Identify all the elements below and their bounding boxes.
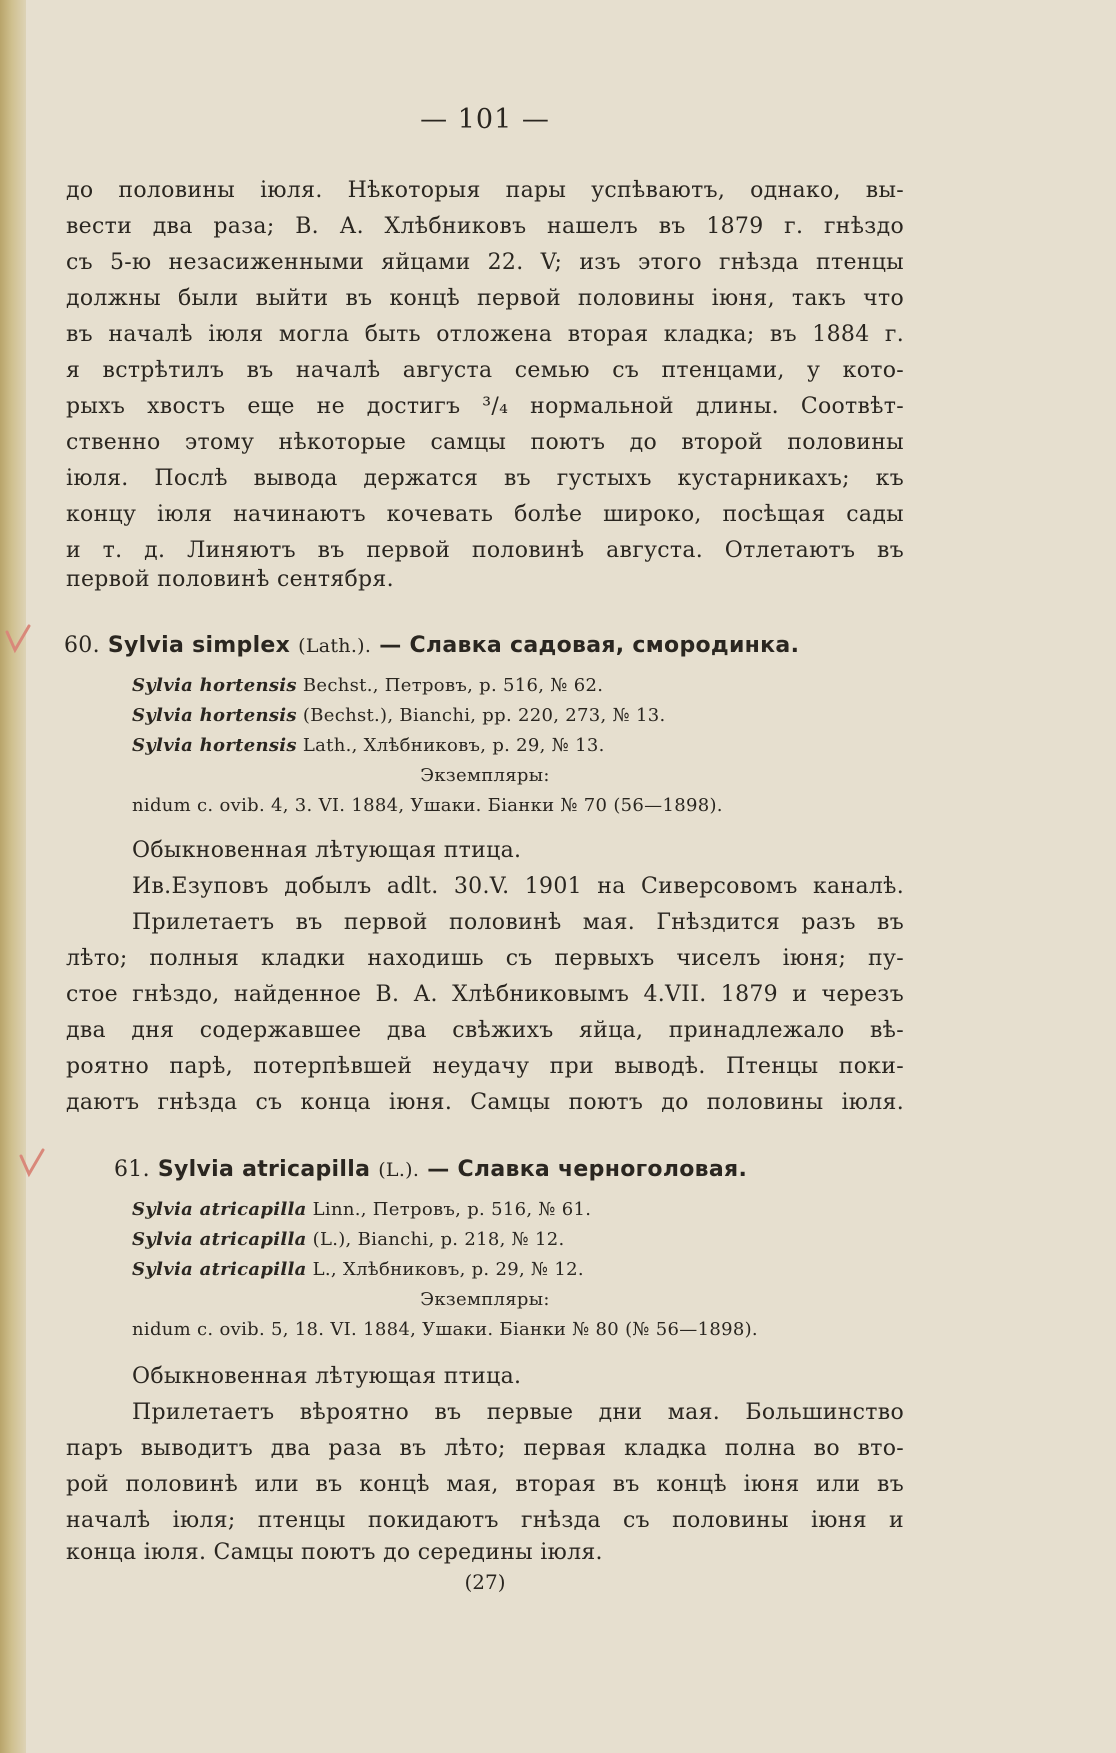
reference-source: (L.), Bianchi, p. 218, № 12. bbox=[312, 1229, 565, 1250]
species-russian: — Славка черноголовая. bbox=[427, 1157, 748, 1182]
reference-line bbox=[132, 1195, 970, 1225]
text-line: іюля. Послѣ вывода держатся въ густыхъ кустарникахъ; къ bbox=[66, 466, 904, 491]
text-line: въ началѣ іюля могла быть отложена вторая кладка; въ 1884 г. bbox=[66, 322, 904, 347]
checkmark-icon-60 bbox=[4, 622, 32, 654]
text-line: началѣ іюля; птенцы покидаютъ гнѣзда съ половины іюня и bbox=[66, 1508, 904, 1533]
species-russian: — Славка садовая, смородинка. bbox=[379, 633, 800, 658]
reference-name: Sylvia hortensis bbox=[132, 735, 297, 756]
text-line: конца іюля. Самцы поютъ до середины іюля. bbox=[66, 1540, 603, 1565]
page-number: — 101 — bbox=[420, 104, 550, 135]
reference-source: L., Хлѣбниковъ, p. 29, № 12. bbox=[312, 1259, 584, 1280]
reference-line bbox=[132, 671, 970, 701]
text-line: ственно этому нѣкоторые самцы поютъ до второй половины bbox=[66, 430, 904, 455]
reference-line bbox=[132, 1225, 970, 1255]
signature-number: (27) bbox=[464, 1570, 506, 1594]
reference-source: (Bechst.), Bianchi, pp. 220, 273, № 13. bbox=[302, 705, 666, 726]
text-line: Обыкновенная лѣтующая птица. bbox=[132, 1364, 522, 1389]
species-latin: Sylvia simplex bbox=[107, 633, 291, 658]
text-line: вести два раза; В. А. Хлѣбниковъ нашелъ въ 1879 г. гнѣздо bbox=[66, 214, 904, 239]
specimen-line: nidum c. ovib. 4, 3. VI. 1884, Ушаки. Бiанки № 70 (56—1898). bbox=[132, 795, 723, 816]
text-line: я встрѣтилъ въ началѣ августа семью съ птенцами, у кото- bbox=[66, 358, 904, 383]
specimen-line: nidum c. ovib. 5, 18. VI. 1884, Ушаки. Бiанки № 80 (№ 56—1898). bbox=[132, 1319, 758, 1340]
text-line: должны были выйти въ концѣ первой половины іюня, такъ что bbox=[66, 286, 904, 311]
species-author: (L.). bbox=[378, 1159, 420, 1181]
text-line: Ив.Езуповъ добылъ adlt. 30.V. 1901 на Сиверсовомъ каналѣ. bbox=[132, 874, 904, 899]
text-line: роятно парѣ, потерпѣвшей неудачу при выводѣ. Птенцы поки- bbox=[66, 1054, 904, 1079]
text-line: лѣто; полныя кладки находишь съ первыхъ чиселъ іюня; пу- bbox=[66, 946, 904, 971]
species-latin: Sylvia atricapilla bbox=[157, 1157, 371, 1182]
reference-line bbox=[132, 701, 970, 731]
text-line: первой половинѣ сентября. bbox=[66, 567, 394, 592]
reference-name: Sylvia hortensis bbox=[132, 705, 297, 726]
reference-source: Lath., Хлѣбниковъ, p. 29, № 13. bbox=[302, 735, 605, 756]
species-author: (Lath.). bbox=[298, 635, 372, 657]
text-line: паръ выводитъ два раза въ лѣто; первая кладка полна во вто- bbox=[66, 1436, 904, 1461]
species-number: 60. bbox=[64, 633, 100, 658]
reference-name: Sylvia atricapilla bbox=[132, 1229, 307, 1250]
species-heading-60 bbox=[64, 631, 902, 661]
text-line: два дня содержавшее два свѣжихъ яйца, принадлежало вѣ- bbox=[66, 1018, 904, 1043]
reference-line bbox=[132, 1255, 970, 1285]
text-line: стое гнѣздо, найденное В. А. Хлѣбниковымъ 4.VII. 1879 и черезъ bbox=[66, 982, 904, 1007]
text-line: съ 5-ю незасиженными яйцами 22. V; изъ этого гнѣзда птенцы bbox=[66, 250, 904, 275]
species-number: 61. bbox=[114, 1157, 150, 1182]
text-line: концу іюля начинаютъ кочевать болѣе широко, посѣщая сады bbox=[66, 502, 904, 527]
reference-name: Sylvia atricapilla bbox=[132, 1199, 307, 1220]
reference-source: Linn., Петровъ, p. 516, № 61. bbox=[312, 1199, 592, 1220]
text-line: рыхъ хвостъ еще не достигъ ³/₄ нормальной длины. Соотвѣт- bbox=[66, 394, 904, 419]
reference-name: Sylvia atricapilla bbox=[132, 1259, 307, 1280]
specimens-label: Экземпляры: bbox=[420, 765, 550, 786]
text-line: Обыкновенная лѣтующая птица. bbox=[132, 838, 522, 863]
text-line: Прилетаетъ вѣроятно въ первые дни мая. Большинство bbox=[132, 1400, 904, 1425]
text-line: до половины іюля. Нѣкоторыя пары успѣваютъ, однако, вы- bbox=[66, 178, 904, 203]
species-heading-61 bbox=[114, 1155, 952, 1185]
book-spine-shadow bbox=[0, 0, 26, 1753]
text-line: рой половинѣ или въ концѣ мая, вторая въ концѣ іюня или въ bbox=[66, 1472, 904, 1497]
text-line: даютъ гнѣзда съ конца іюня. Самцы поютъ до половины іюля. bbox=[66, 1090, 904, 1115]
text-line: и т. д. Линяютъ въ первой половинѣ августа. Отлетаютъ въ bbox=[66, 538, 904, 563]
reference-line bbox=[132, 731, 970, 761]
reference-name: Sylvia hortensis bbox=[132, 675, 297, 696]
reference-source: Bechst., Петровъ, p. 516, № 62. bbox=[302, 675, 604, 696]
page bbox=[66, 0, 904, 1753]
checkmark-icon-61 bbox=[18, 1146, 46, 1178]
specimens-label: Экземпляры: bbox=[420, 1289, 550, 1310]
text-line: Прилетаетъ въ первой половинѣ мая. Гнѣздится разъ въ bbox=[132, 910, 904, 935]
